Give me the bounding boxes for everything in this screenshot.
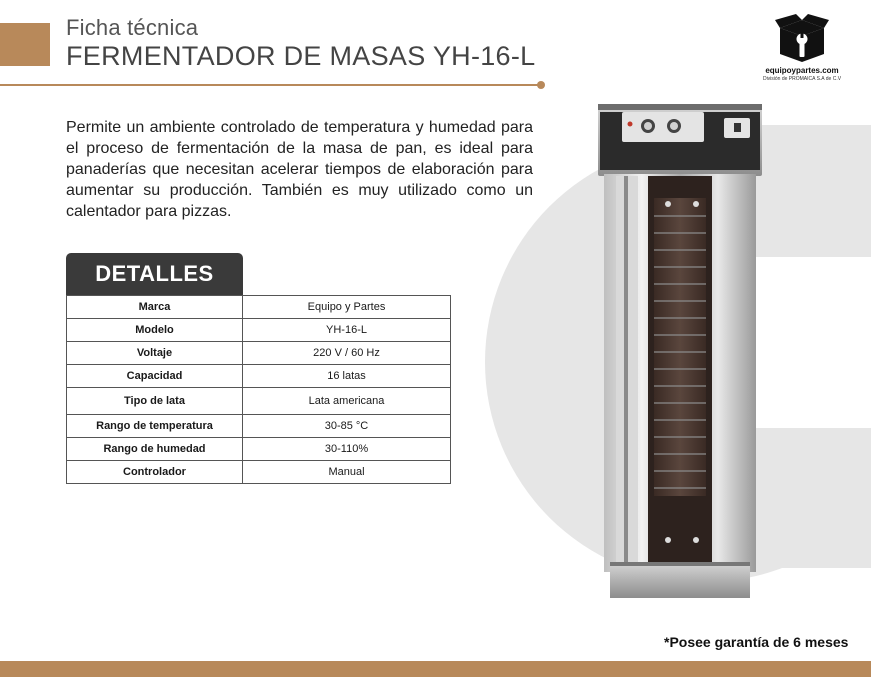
footer-bar <box>0 661 871 677</box>
spec-value: 220 V / 60 Hz <box>243 342 451 365</box>
background-block-top <box>760 125 871 257</box>
spec-value: Lata americana <box>243 388 451 415</box>
spec-key: Modelo <box>67 319 243 342</box>
table-row <box>67 342 451 365</box>
spec-value: 30-85 °C <box>243 415 451 438</box>
spec-key: Marca <box>67 296 243 319</box>
document-title: FERMENTADOR DE MASAS YH-16-L <box>66 41 536 71</box>
document-subtitle: Ficha técnica <box>66 15 199 40</box>
brand-logo-name: equipoypartes.com <box>765 66 839 75</box>
spec-key: Capacidad <box>67 365 243 388</box>
table-row <box>67 438 451 461</box>
spec-key: Controlador <box>67 461 243 484</box>
spec-value: 16 latas <box>243 365 451 388</box>
table-row <box>67 365 451 388</box>
header-accent-block <box>0 23 50 66</box>
specs-table <box>66 295 451 484</box>
spec-value: YH-16-L <box>243 319 451 342</box>
table-row <box>67 319 451 342</box>
brand-logo-tagline: División de PROMAICA S.A de C.V <box>762 76 842 82</box>
table-row <box>67 461 451 484</box>
table-row <box>67 388 451 415</box>
spec-key: Voltaje <box>67 342 243 365</box>
spec-key: Rango de temperatura <box>67 415 243 438</box>
product-image-proofer-cabinet <box>596 104 764 602</box>
title-divider-dot <box>537 81 545 89</box>
spec-key: Rango de humedad <box>67 438 243 461</box>
warranty-note: *Posee garantía de 6 meses <box>664 634 849 650</box>
background-block-bottom <box>770 428 871 568</box>
table-row <box>67 296 451 319</box>
product-description: Permite un ambiente controlado de temperatura y humedad para el proceso de fermentación de la masa de pan, es ideal para panaderías que necesitan acelerar tiempos de elaboración para aumentar su producción. También es muy utilizado como un calentador para pizzas. <box>66 119 533 220</box>
details-heading: DETALLES <box>66 253 243 295</box>
box-wrench-icon <box>774 14 830 64</box>
brand-logo[interactable] <box>762 14 842 82</box>
spec-value: 30-110% <box>243 438 451 461</box>
spec-value: Equipo y Partes <box>243 296 451 319</box>
title-divider <box>0 84 541 86</box>
spec-value: Manual <box>243 461 451 484</box>
spec-key: Tipo de lata <box>67 388 243 415</box>
table-row <box>67 415 451 438</box>
